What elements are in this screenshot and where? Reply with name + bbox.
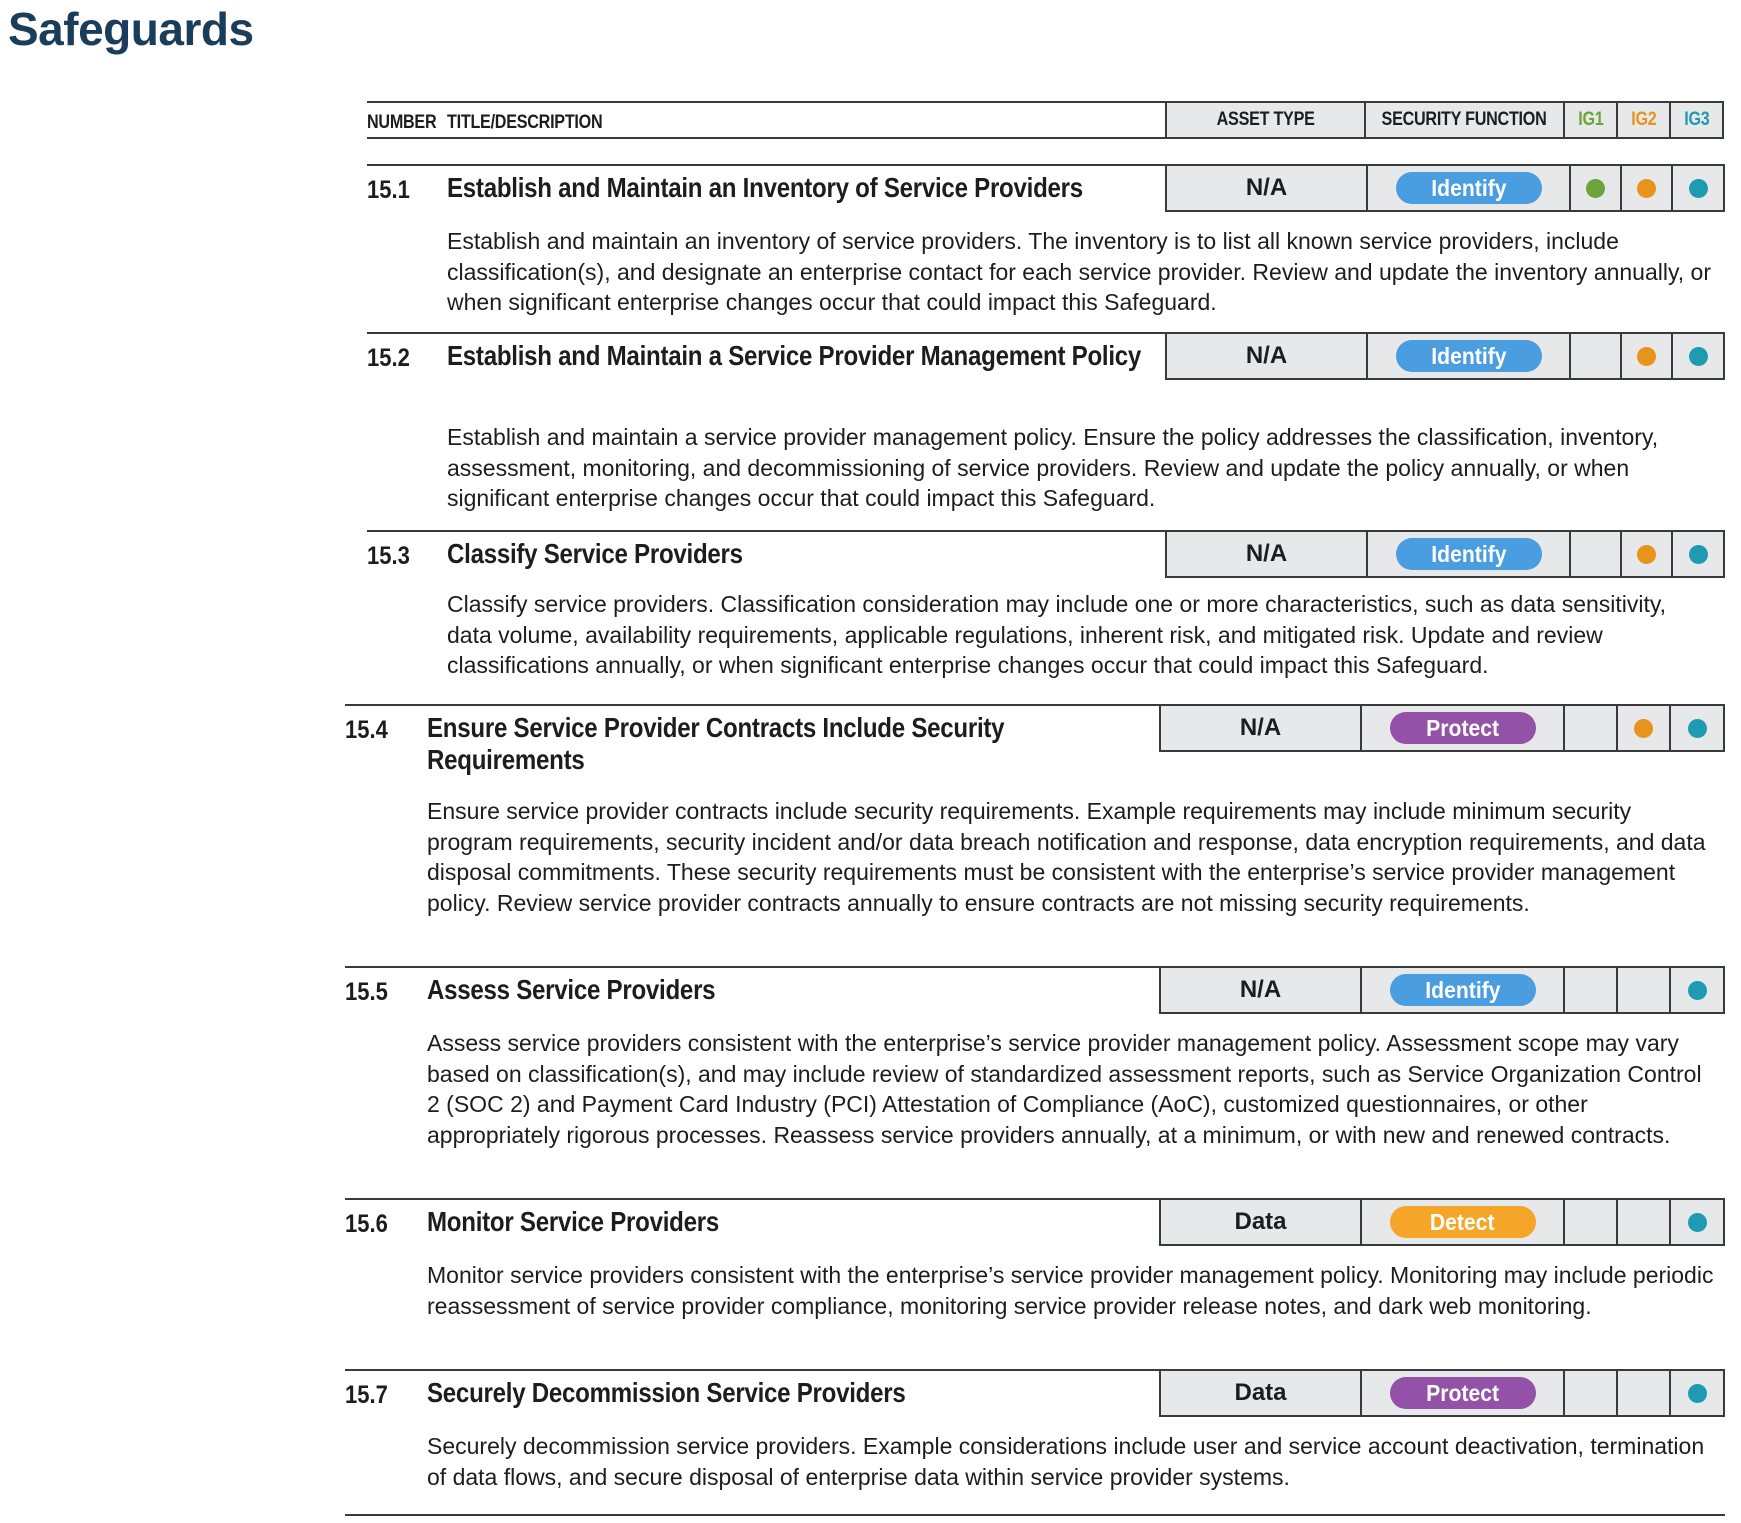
safeguard-number: 15.3 — [367, 542, 410, 570]
ig1-cell — [1563, 1369, 1618, 1417]
security-function-badge — [1390, 712, 1536, 744]
safeguard-number: 15.1 — [367, 176, 410, 204]
ig2-cell — [1616, 704, 1671, 752]
header-ig1-label: IG1 — [1577, 109, 1604, 130]
ig2-cell — [1616, 1369, 1671, 1417]
ig3-dot-icon — [1689, 347, 1708, 366]
ig2-dot-icon — [1637, 347, 1656, 366]
asset-type-cell — [1159, 1369, 1362, 1417]
security-function-badge — [1390, 1377, 1536, 1409]
asset-type-cell — [1159, 704, 1362, 752]
ig2-dot-icon — [1637, 545, 1656, 564]
security-function-cell — [1360, 966, 1565, 1014]
security-function-cell — [1366, 332, 1571, 380]
security-function-label: Identify — [1430, 540, 1507, 567]
ig1-cell — [1569, 530, 1622, 578]
row-rule — [345, 704, 1159, 706]
ig3-cell — [1669, 966, 1725, 1014]
header-ig1 — [1563, 101, 1618, 139]
header-number: NUMBER — [367, 112, 437, 133]
safeguard-description: Monitor service providers consistent with the enterprise’s service provider management policy. Monitoring may include periodic reassessment of service provider compliance, monitoring service provider release notes, and dark web monitoring. — [427, 1262, 1714, 1319]
security-function-cell — [1366, 164, 1571, 212]
asset-type-label: Data — [1234, 1379, 1287, 1406]
security-function-label: Identify — [1424, 976, 1501, 1003]
table-bottom-rule — [345, 1514, 1725, 1516]
safeguard-title: Classify Service Providers — [447, 538, 743, 569]
ig3-cell — [1669, 1369, 1725, 1417]
security-function-badge — [1390, 1206, 1536, 1238]
safeguard-description: Classify service providers. Classification consideration may include one or more characteristics, such as data sensitivity, data volume, availability requirements, applicable regulations, inherent risk, and mitigated risk. Update and review classifications annually, or when significant enterprise changes occur that could impact this Safeguard. — [447, 591, 1667, 678]
ig3-cell — [1669, 704, 1725, 752]
security-function-label: Detect — [1430, 1208, 1495, 1235]
security-function-cell — [1360, 704, 1565, 752]
row-rule — [345, 966, 1159, 968]
header-asset-type-label: ASSET TYPE — [1216, 109, 1315, 130]
security-function-badge — [1390, 974, 1536, 1006]
ig1-cell — [1569, 332, 1622, 380]
safeguard-number: 15.6 — [345, 1210, 388, 1238]
ig2-cell — [1620, 332, 1673, 380]
asset-type-cell — [1159, 966, 1362, 1014]
header-security-function — [1364, 101, 1565, 139]
safeguard-description: Establish and maintain a service provider management policy. Ensure the policy addresses the classification, inventory, assessment, monitoring, and decommissioning of service providers. Review and update the policy annually, or when significant enterprise changes occur that could impact this Safeguard. — [447, 424, 1659, 511]
asset-type-label: N/A — [1239, 714, 1282, 741]
ig3-dot-icon — [1688, 1213, 1707, 1232]
page-title: Safeguards — [8, 3, 254, 55]
asset-type-label: N/A — [1245, 540, 1288, 567]
safeguard-description: Assess service providers consistent with the enterprise’s service provider management policy. Assessment scope may vary based on classification(s), and may include review of standardized assessment reports, such as Service Organization Control 2 (SOC 2) and Payment Card Industry (PCI) Attestation of Compliance (AoC), customized questionnaires, or other appropriately rigorous processes. Reassess service providers annually, at a minimum, or with new and renewed contracts. — [427, 1030, 1702, 1148]
ig1-cell — [1563, 704, 1618, 752]
security-function-badge — [1396, 538, 1542, 570]
security-function-badge — [1396, 172, 1542, 204]
security-function-label: Protect — [1426, 1379, 1499, 1406]
ig2-cell — [1616, 1198, 1671, 1246]
ig2-cell — [1620, 164, 1673, 212]
ig3-cell — [1669, 1198, 1725, 1246]
header-ig3-label: IG3 — [1683, 109, 1710, 130]
security-function-cell — [1360, 1369, 1565, 1417]
asset-type-cell — [1165, 332, 1368, 380]
row-rule — [345, 1198, 1159, 1200]
header-ig2-label: IG2 — [1630, 109, 1657, 130]
ig2-dot-icon — [1634, 719, 1653, 738]
security-function-cell — [1366, 530, 1571, 578]
ig2-cell — [1620, 530, 1673, 578]
security-function-label: Identify — [1430, 342, 1507, 369]
safeguard-number: 15.4 — [345, 716, 388, 744]
security-function-label: Identify — [1430, 174, 1507, 201]
safeguard-number: 15.2 — [367, 344, 410, 372]
safeguard-description: Securely decommission service providers. Example considerations include user and service account deactivation, termination of data flows, and secure disposal of enterprise data within service provider systems. — [427, 1433, 1705, 1490]
safeguard-title: Ensure Service Provider Contracts Include Security Requirements — [427, 712, 1005, 775]
ig1-cell — [1563, 966, 1618, 1014]
ig3-dot-icon — [1689, 179, 1708, 198]
ig3-cell — [1671, 530, 1725, 578]
ig2-cell — [1616, 966, 1671, 1014]
ig1-cell — [1569, 164, 1622, 212]
row-rule — [367, 530, 1165, 532]
safeguard-description: Establish and maintain an inventory of service providers. The inventory is to list all known service providers, include classification(s), and designate an enterprise contact for each service provider. Review and update the inventory annually, or when significant enterprise changes occur that could impact this Safeguard. — [447, 228, 1712, 315]
safeguard-title: Establish and Maintain a Service Provider Management Policy — [447, 340, 1142, 371]
asset-type-cell — [1165, 530, 1368, 578]
safeguard-title: Assess Service Providers — [427, 974, 716, 1005]
ig3-cell — [1671, 164, 1725, 212]
ig1-dot-icon — [1586, 179, 1605, 198]
safeguard-number: 15.5 — [345, 978, 388, 1006]
security-function-label: Protect — [1426, 714, 1499, 741]
ig3-dot-icon — [1688, 981, 1707, 1000]
header-title-description: TITLE/DESCRIPTION — [447, 112, 603, 133]
header-ig3 — [1669, 101, 1724, 139]
ig3-dot-icon — [1689, 545, 1708, 564]
row-rule — [367, 164, 1165, 166]
safeguard-title: Establish and Maintain an Inventory of Service Providers — [447, 172, 1083, 203]
asset-type-label: N/A — [1239, 976, 1282, 1003]
asset-type-label: N/A — [1245, 174, 1288, 201]
asset-type-cell — [1159, 1198, 1362, 1246]
asset-type-label: Data — [1234, 1208, 1287, 1235]
ig2-dot-icon — [1637, 179, 1656, 198]
safeguard-description: Ensure service provider contracts include security requirements. Example requirements may include minimum security program requirements, security incident and/or data breach notification and response, data encryption requirements, and data disposal commitments. These security requirements must be consistent with the enterprise’s service provider management policy. Review service provider contracts annually to ensure contracts are not missing security requirements. — [427, 798, 1706, 916]
header-security-function-label: SECURITY FUNCTION — [1382, 109, 1547, 130]
row-rule — [345, 1369, 1159, 1371]
row-rule — [367, 332, 1165, 334]
asset-type-cell — [1165, 164, 1368, 212]
header-ig2 — [1616, 101, 1671, 139]
ig3-dot-icon — [1688, 719, 1707, 738]
asset-type-label: N/A — [1245, 342, 1288, 369]
ig1-cell — [1563, 1198, 1618, 1246]
ig3-cell — [1671, 332, 1725, 380]
header-asset-type — [1165, 101, 1366, 139]
security-function-badge — [1396, 340, 1542, 372]
safeguard-title: Monitor Service Providers — [427, 1206, 719, 1237]
safeguard-title: Securely Decommission Service Providers — [427, 1377, 906, 1408]
security-function-cell — [1360, 1198, 1565, 1246]
ig3-dot-icon — [1688, 1384, 1707, 1403]
safeguard-number: 15.7 — [345, 1381, 388, 1409]
